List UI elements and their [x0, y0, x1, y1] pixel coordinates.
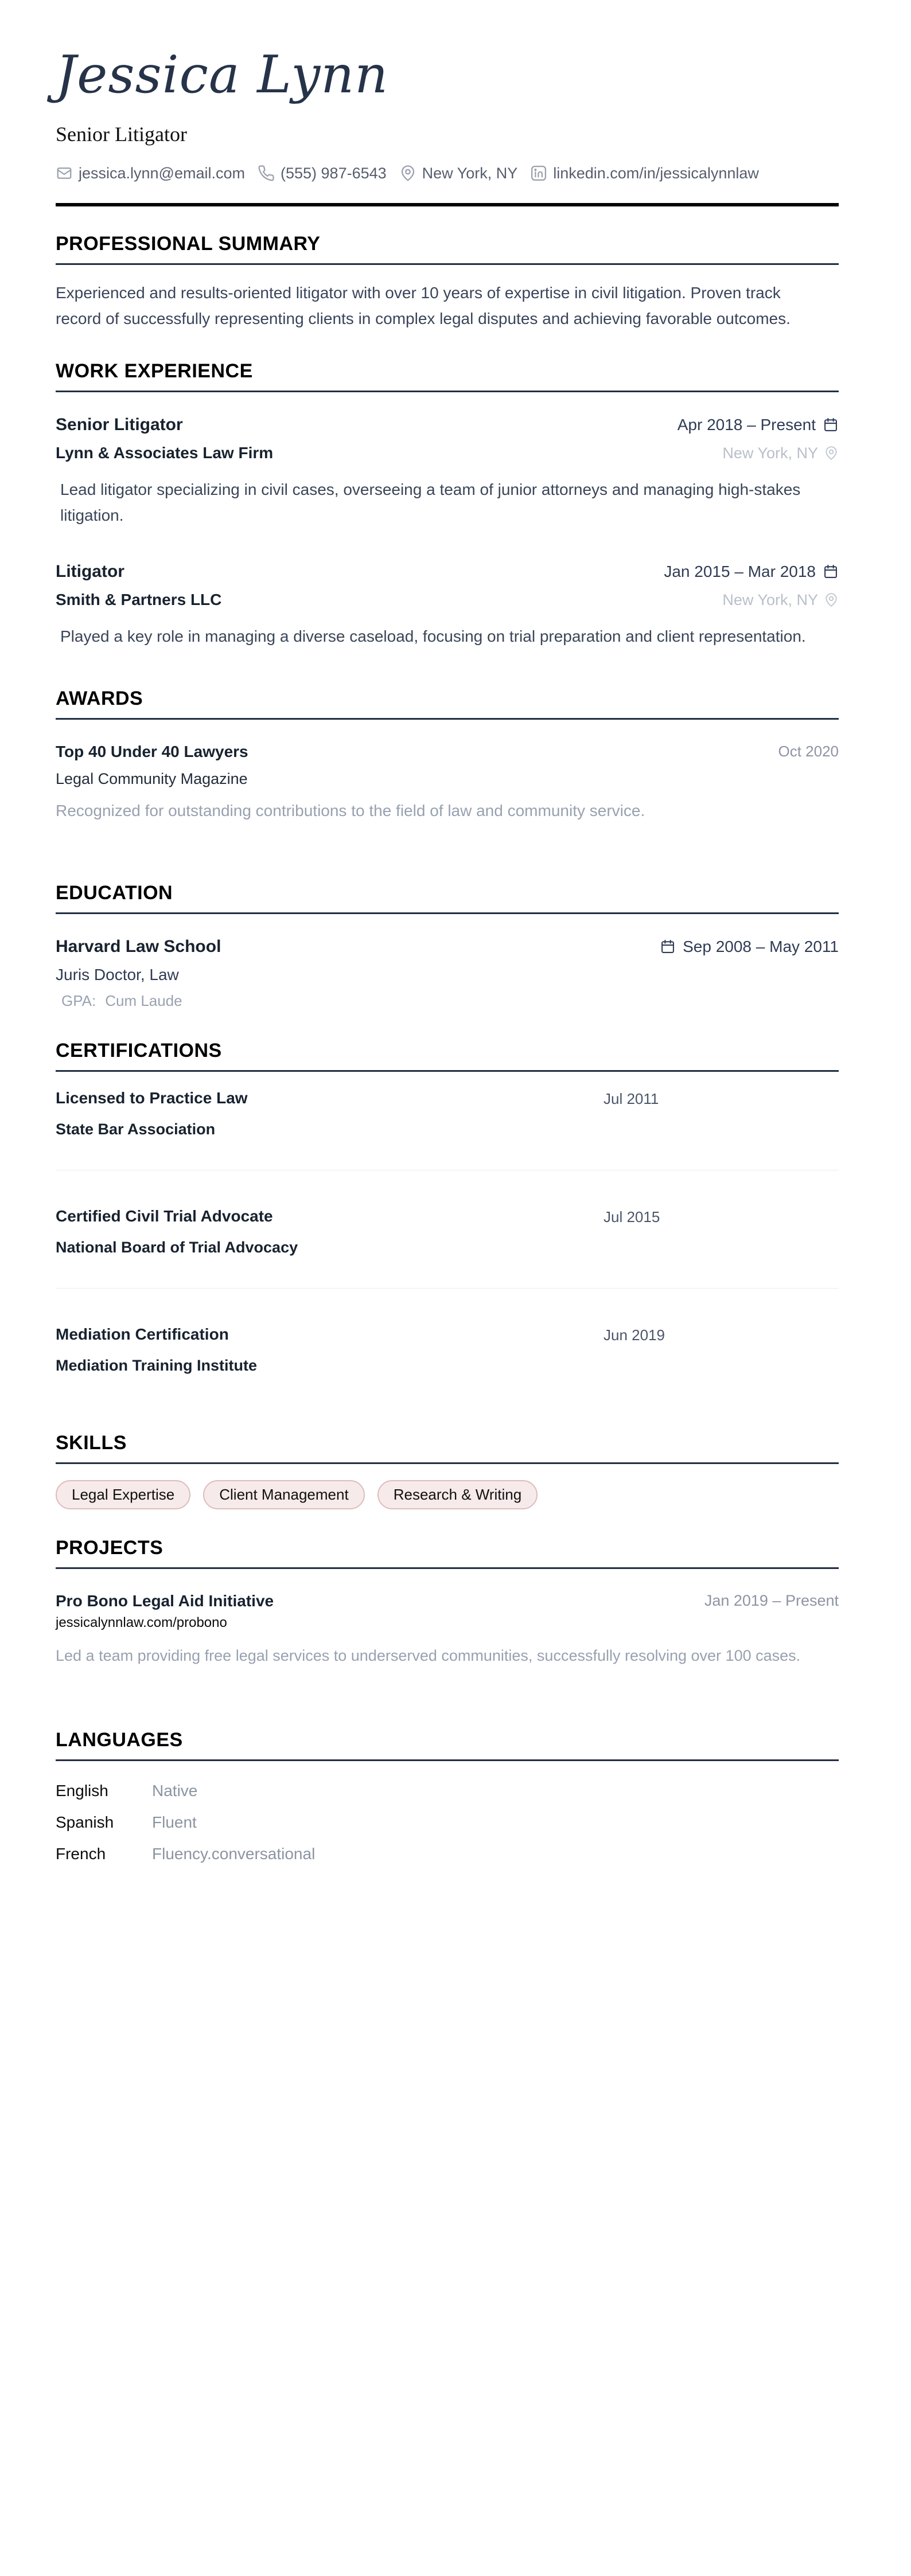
job-location — [722, 591, 839, 609]
award-title: Top 40 Under 40 Lawyers — [56, 742, 248, 760]
certification-title: Licensed to Practice Law — [56, 1089, 248, 1107]
section-heading-awards: AWARDS — [56, 687, 143, 709]
calendar-icon — [660, 939, 676, 955]
project-url[interactable]: jessicalynnlaw.com/probono — [56, 1614, 227, 1630]
certification-divider — [56, 1288, 839, 1289]
gpa-label: GPA: — [61, 992, 96, 1009]
job-location-text: New York, NY — [722, 591, 818, 608]
project-dates: Jan 2019 – Present — [704, 1592, 839, 1610]
section-rule — [56, 912, 839, 914]
award-date: Oct 2020 — [778, 743, 839, 760]
certification-issuer: State Bar Association — [56, 1121, 216, 1138]
location-pin-icon — [824, 592, 839, 607]
section-projects — [56, 1537, 839, 1665]
header-divider-bar — [56, 203, 839, 206]
certification-entry — [56, 1089, 839, 1138]
certification-title: Certified Civil Trial Advocate — [56, 1207, 273, 1225]
contact-linkedin[interactable] — [530, 165, 759, 182]
section-languages — [56, 1729, 839, 1863]
certification-date: Jun 2019 — [604, 1326, 665, 1344]
gpa-value: Cum Laude — [105, 992, 182, 1009]
section-rule — [56, 1462, 839, 1464]
location-pin-icon — [824, 446, 839, 460]
section-skills — [56, 1432, 839, 1509]
job-title: Litigator — [56, 562, 124, 581]
job-dates-text: Jan 2015 – Mar 2018 — [664, 563, 816, 580]
resume-header — [56, 45, 839, 206]
section-heading-summary: PROFESSIONAL SUMMARY — [56, 232, 321, 255]
education-dates — [660, 938, 839, 956]
contact-location-text: New York, NY — [422, 164, 518, 182]
language-list — [56, 1782, 839, 1863]
certification-issuer: National Board of Trial Advocacy — [56, 1239, 298, 1256]
section-rule — [56, 1759, 839, 1761]
gpa-row — [56, 992, 839, 1010]
contact-phone-text: (555) 987-6543 — [281, 164, 387, 182]
education-dates-text: Sep 2008 – May 2011 — [683, 937, 839, 955]
language-level: Fluent — [152, 1813, 197, 1831]
section-heading-education: EDUCATION — [56, 881, 173, 904]
skill-tag: Research & Writing — [377, 1480, 538, 1509]
location-pin-icon — [399, 165, 416, 182]
linkedin-icon — [530, 165, 547, 182]
phone-icon — [258, 165, 275, 182]
job-dates — [664, 563, 839, 581]
project-entry — [56, 1592, 839, 1665]
job-title: Senior Litigator — [56, 415, 183, 435]
section-awards — [56, 688, 839, 820]
work-entry — [56, 415, 839, 529]
contact-email-text: jessica.lynn@email.com — [79, 164, 245, 182]
contact-location — [399, 165, 518, 182]
certification-date: Jul 2015 — [604, 1208, 660, 1226]
language-row — [56, 1845, 839, 1863]
job-description: Lead litigator specializing in civil cases, overseeing a team of junior attorneys and managing high-stakes litigation. — [60, 481, 801, 525]
language-level: Native — [152, 1781, 198, 1800]
section-work-experience — [56, 360, 839, 649]
work-entry — [56, 562, 839, 650]
section-rule — [56, 1070, 839, 1072]
section-heading-languages: LANGUAGES — [56, 1728, 183, 1751]
education-entry — [56, 937, 839, 1010]
certification-date: Jul 2011 — [604, 1090, 659, 1108]
certification-entry — [56, 1207, 839, 1256]
job-location-text: New York, NY — [722, 444, 818, 462]
skill-tags — [56, 1480, 839, 1509]
company-name: Lynn & Associates Law Firm — [56, 444, 274, 462]
job-description: Played a key role in managing a diverse caseload, focusing on trial preparation and client representation. — [60, 627, 806, 645]
section-rule — [56, 1567, 839, 1569]
contact-row — [56, 165, 839, 182]
section-heading-skills: SKILLS — [56, 1432, 127, 1454]
calendar-icon — [823, 564, 839, 580]
contact-phone — [258, 165, 387, 182]
section-heading-certifications: CERTIFICATIONS — [56, 1039, 222, 1061]
language-name: French — [56, 1844, 106, 1863]
certification-title: Mediation Certification — [56, 1325, 229, 1344]
project-description: Led a team providing free legal services to underserved communities, successfully resolving over 100 cases. — [56, 1646, 801, 1664]
calendar-icon — [823, 417, 839, 433]
contact-email[interactable] — [56, 165, 245, 182]
contact-linkedin-text: linkedin.com/in/jessicalynnlaw — [553, 164, 759, 182]
school-name: Harvard Law School — [56, 936, 221, 956]
award-issuer: Legal Community Magazine — [56, 770, 248, 787]
section-professional-summary — [56, 233, 839, 332]
company-name: Smith & Partners LLC — [56, 591, 222, 608]
candidate-job-title: Senior Litigator — [56, 122, 187, 146]
section-heading-work: WORK EXPERIENCE — [56, 360, 253, 383]
language-row — [56, 1782, 839, 1800]
language-row — [56, 1813, 839, 1832]
section-rule — [56, 263, 839, 265]
award-entry — [56, 743, 839, 820]
job-location — [722, 444, 839, 462]
candidate-name: Jessica Lynn — [56, 45, 389, 105]
project-title: Pro Bono Legal Aid Initiative — [56, 1591, 274, 1610]
language-name: English — [56, 1781, 108, 1800]
skill-tag: Client Management — [203, 1480, 364, 1509]
degree: Juris Doctor, Law — [56, 965, 179, 983]
job-dates — [678, 416, 839, 434]
section-heading-projects: PROJECTS — [56, 1536, 163, 1559]
section-certifications — [56, 1040, 839, 1375]
skill-tag: Legal Expertise — [56, 1480, 190, 1509]
language-level: Fluency.conversational — [152, 1844, 316, 1863]
section-rule — [56, 718, 839, 720]
section-rule — [56, 391, 839, 392]
job-dates-text: Apr 2018 – Present — [677, 416, 816, 434]
section-education — [56, 882, 839, 1010]
award-description: Recognized for outstanding contributions to the field of law and community service. — [56, 801, 645, 819]
summary-text: Experienced and results-oriented litigator with over 10 years of expertise in civil litigation. Proven track record of successfully representing clients in complex legal disputes and achieving favorable outcomes. — [56, 283, 791, 327]
envelope-icon — [56, 165, 73, 182]
certification-issuer: Mediation Training Institute — [56, 1357, 257, 1375]
language-name: Spanish — [56, 1813, 114, 1831]
certification-entry — [56, 1325, 839, 1375]
